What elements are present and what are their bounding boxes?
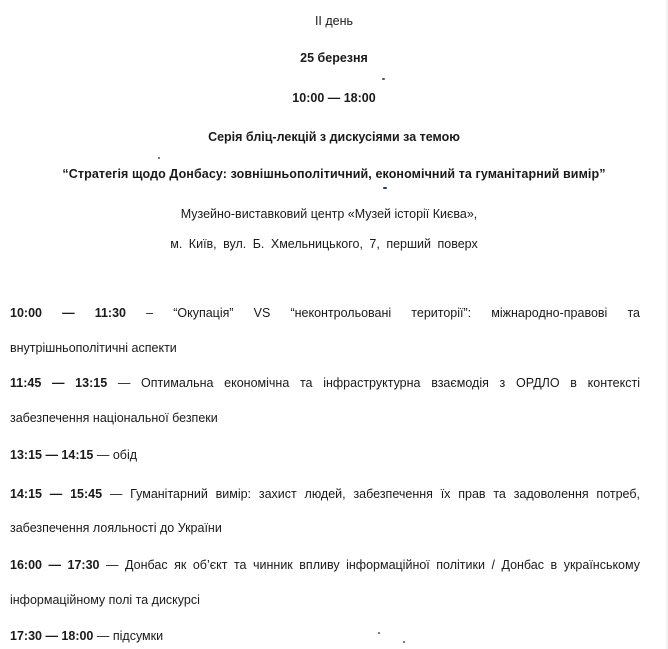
schedule-item-2-line-1 <box>10 375 640 392</box>
venue-address: м. Київ, вул. Б. Хмельницького, 7, перший поверх <box>170 237 478 251</box>
scan-speck <box>378 632 380 634</box>
schedule-time: 16:00 — 17:30 <box>10 558 100 572</box>
schedule-time: 10:00 — 11:30 <box>10 306 126 320</box>
schedule-item-4-line-1 <box>10 486 640 503</box>
schedule-item-5-continued <box>10 592 640 609</box>
event-date: 25 березня <box>300 51 368 65</box>
schedule-time: 14:15 — 15:45 <box>10 487 103 501</box>
theme-title: “Стратегія щодо Донбасу: зовнішньополітичний, економічний та гуманітарний вимір” <box>62 167 606 181</box>
schedule-item-2 <box>10 375 640 392</box>
schedule-item-1 <box>10 305 640 322</box>
schedule-topic: — Донбас як об’єкт та чинник впливу інформаційної політики / Донбас в українському <box>106 558 640 572</box>
schedule-item-6 <box>10 628 640 645</box>
scan-speck <box>382 78 385 80</box>
schedule-item-4-continued <box>10 520 640 537</box>
schedule-topic-continued: інформаційному полі та дискурсі <box>10 593 200 607</box>
schedule-topic-continued: забезпечення національної безпеки <box>10 411 218 425</box>
event-time: 10:00 — 18:00 <box>292 91 376 105</box>
schedule-topic: — Гуманітарний вимір: захист людей, забезпечення їх прав та задоволення потреб, <box>109 487 640 501</box>
schedule-item-5-line-1 <box>10 557 640 574</box>
schedule-topic-continued: внутрішньополітичні аспекти <box>10 341 177 355</box>
schedule-topic: — обід <box>96 448 138 462</box>
schedule-item-3 <box>10 447 640 464</box>
schedule-item-2-continued <box>10 410 640 427</box>
scan-speck <box>403 641 405 643</box>
schedule-time: 17:30 — 18:00 <box>10 629 94 643</box>
schedule-item-3-line-1 <box>10 447 640 464</box>
schedule-topic: — підсумки <box>96 629 164 643</box>
schedule-item-5 <box>10 557 640 574</box>
schedule-item-1-continued <box>10 340 640 357</box>
schedule-item-1-line-1 <box>10 305 640 322</box>
venue-name: Музейно-виставковий центр «Музей історії Києва», <box>180 207 478 221</box>
schedule-topic: — Оптимальна економічна та інфраструктурна взаємодія з ОРДЛО в контексті <box>117 376 640 390</box>
schedule-item-6-line-1 <box>10 628 640 645</box>
scan-speck <box>158 157 160 159</box>
day-label: II день <box>314 14 354 28</box>
series-title: Серія бліц-лекцій з дискусіями за темою <box>208 130 460 144</box>
schedule-time: 11:45 — 13:15 <box>10 376 108 390</box>
scan-speck <box>383 187 387 189</box>
schedule-time: 13:15 — 14:15 <box>10 448 94 462</box>
schedule-item-4 <box>10 486 640 503</box>
schedule-topic: – “Окупація” VS “неконтрольовані території”: міжнародно-правові та <box>146 306 640 320</box>
schedule-topic-continued: забезпечення лояльності до України <box>10 521 222 535</box>
